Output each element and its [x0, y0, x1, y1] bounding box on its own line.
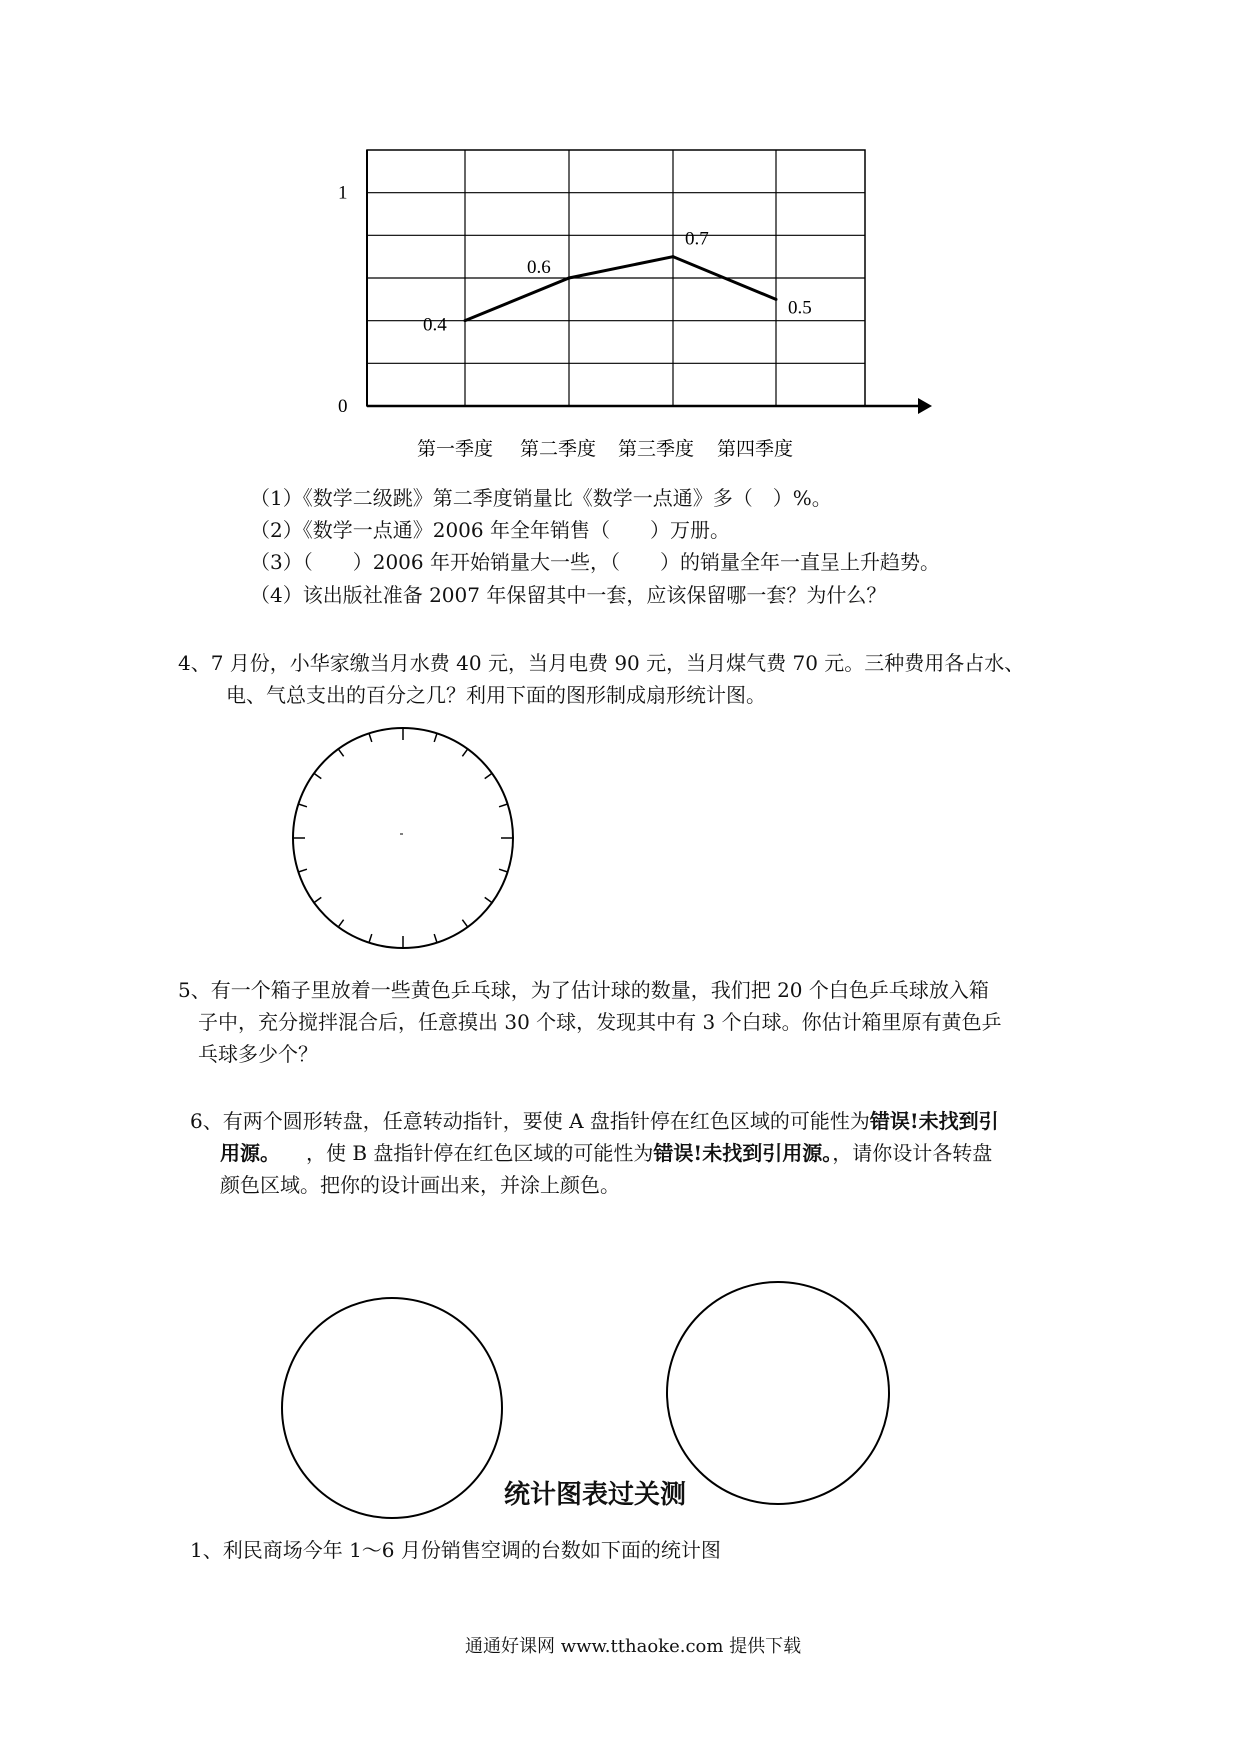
circle-tick: [462, 920, 467, 927]
q6-line2-end: ，请你设计各转盘: [832, 1141, 993, 1165]
circle-tick: [314, 897, 321, 902]
q4-text-line1: 4、7 月份，小华家缴当月水费 40 元，当月电费 90 元，当月煤气费 70 元。三种费用各占水、: [178, 651, 1025, 675]
category-label-1: 第二季度: [520, 439, 597, 460]
q6-text-line2: [220, 1138, 992, 1168]
chart-grid: [367, 150, 865, 406]
spinner-a-circle: [282, 1298, 502, 1518]
data-label-0: 0.4: [423, 314, 447, 336]
q5-text-line3: 乓球多少个？: [198, 1042, 318, 1066]
q6-line1-text: 6、有两个圆形转盘，任意转动指针，要使 A 盘指针停在红色区域的可能性为: [190, 1109, 870, 1133]
x-axis-arrow: [918, 398, 932, 414]
section-title: 统计图表过关测: [500, 1474, 690, 1511]
series-line: [465, 257, 776, 321]
category-label-3: 第四季度: [717, 439, 794, 460]
data-point-2: [672, 255, 675, 258]
q6-error-ref-a-cont: 用源。: [220, 1141, 280, 1165]
chart-axes: [367, 150, 932, 414]
q6-error-ref-a: 错误!未找到引: [869, 1109, 999, 1133]
data-point-1: [568, 277, 571, 280]
spinner-b-circle: [667, 1282, 889, 1504]
data-point-0: [464, 319, 467, 322]
circle-tick: [462, 749, 467, 756]
page-footer: 通通好课网 www.tthaoke.com 提供下载: [465, 1636, 802, 1657]
q6-text-line1: [190, 1106, 999, 1136]
q6-text-line3: 颜色区域。把你的设计画出来，并涂上颜色。: [220, 1173, 620, 1197]
next-q1-text: 1、利民商场今年 1～6 月份销售空调的台数如下面的统计图: [190, 1538, 721, 1562]
circle-tick: [485, 773, 492, 778]
q3-sub-3: （3）（ ）2006 年开始销量大一些，（ ）的销量全年一直呈上升趋势。: [250, 550, 940, 574]
q6-error-ref-b: 错误!未找到引用源。: [653, 1141, 833, 1165]
data-label-2: 0.7: [685, 228, 709, 250]
q5-text-line1: 5、有一个箱子里放着一些黄色乒乓球，为了估计球的数量，我们把 20 个白色乒乓球放入箱: [178, 978, 989, 1002]
circle-tick: [434, 934, 437, 943]
q3-sub-2: （2）《数学一点通》2006 年全年销售（ ）万册。: [250, 518, 730, 542]
pie-chart-template-circle: [285, 720, 525, 960]
circle-tick: [338, 920, 343, 927]
circle-tick: [314, 773, 321, 778]
y-tick-label-1: 1: [338, 182, 348, 204]
q3-sub-1: （1）《数学二级跳》第二季度销量比《数学一点通》多（ ）%。: [250, 486, 832, 510]
circle-tick: [298, 804, 307, 807]
circle-tick: [485, 897, 492, 902]
chart-labels: [338, 183, 812, 460]
circle-tick: [369, 733, 372, 742]
quarterly-sales-line-chart: [320, 140, 960, 470]
circle-tick: [434, 733, 437, 742]
circle-tick: [298, 869, 307, 872]
chart-series: [464, 255, 778, 322]
data-point-3: [775, 298, 778, 301]
q4-text-line2: 电、气总支出的百分之几？利用下面的图形制成扇形统计图。: [226, 683, 766, 707]
q5-text-line2: 子中，充分搅拌混合后，任意摸出 30 个球，发现其中有 3 个白球。你估计箱里原有黄色乒: [198, 1010, 1002, 1034]
q3-sub-4: （4）该出版社准备 2007 年保留其中一套，应该保留哪一套？为什么？: [250, 583, 887, 607]
circle-tick: [499, 869, 508, 872]
data-label-1: 0.6: [527, 257, 551, 278]
circle-tick: [338, 749, 343, 756]
spinner-circles: [280, 1280, 920, 1560]
circle-tick: [369, 934, 372, 943]
data-label-3: 0.5: [788, 297, 812, 319]
circle-tick: [499, 804, 508, 807]
y-tick-label-0: 0: [338, 396, 348, 417]
q6-line2-text: ，使 B 盘指针停在红色区域的可能性为: [306, 1141, 654, 1165]
category-label-0: 第一季度: [417, 439, 494, 460]
category-label-2: 第三季度: [618, 439, 695, 460]
